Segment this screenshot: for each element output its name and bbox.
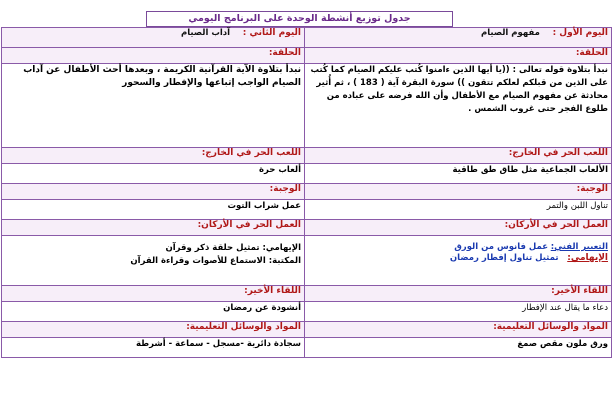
day1-meal-text: تناول اللبن والتمر [546, 201, 608, 211]
day2-topic: آداب الصيام [180, 28, 231, 38]
day2-outdoor-text-cell [2, 164, 305, 184]
page-title: جدول توزيع أنشطة الوحدة على البرنامج اليومي [146, 11, 453, 27]
day1-outdoor-label: اللعب الحر في الخارج: [508, 148, 608, 158]
day1-materials-label: المواد والوسائل التعليمية: [493, 322, 608, 332]
day1-last-meeting-label-cell [305, 286, 612, 302]
day1-circle-text-cell [305, 64, 612, 148]
day1-meal-text-cell [305, 200, 612, 220]
day2-corners-text-cell [2, 236, 305, 286]
outdoor-label-row [2, 148, 612, 164]
day2-corner-line-2: المكتبة: الاستماع للأصوات وقراءة القرآن [130, 256, 301, 266]
day1-corners-text-cell [305, 236, 612, 286]
day2-circle-text: نبدأ بتلاوة الآية القرآنية الكريمة ، وبعدها أحث الأطفال عن آداب الصيام الواجب إتباعها والإفطار والسحور [23, 65, 301, 88]
last-meeting-text-row [2, 302, 612, 322]
day2-materials-label: المواد والوسائل التعليمية: [186, 322, 301, 332]
day2-last-meeting-label: اللقاء الأخير: [244, 286, 301, 296]
day2-circle-text-cell [2, 64, 305, 148]
day1-corner-pretend-text: تمثيل تناول إفطار رمضان [449, 253, 559, 263]
day2-corner-line-1: الإيهامي: تمثيل حلقة ذكر وقرآن [165, 243, 301, 253]
day1-circle-label-cell [305, 48, 612, 64]
corners-label-row [2, 220, 612, 236]
day2-last-meeting-label-cell [2, 286, 305, 302]
last-meeting-label-row [2, 286, 612, 302]
corners-text-row [2, 236, 612, 286]
day2-corners-label: العمل الحر في الأركان: [197, 220, 301, 230]
day1-corners-label: العمل الحر في الأركان: [504, 220, 608, 230]
day2-materials-text-cell [2, 338, 305, 358]
day2-meal-label-cell [2, 184, 305, 200]
circle-text-row [2, 64, 612, 148]
day1-materials-label-cell [305, 322, 612, 338]
day1-materials-text: ورق ملون مقص صمغ [517, 339, 608, 349]
day1-corner-pretend-label: الإيهامي: [567, 253, 608, 263]
day2-circle-label: الحلقة: [268, 48, 301, 58]
day1-last-meeting-label: اللقاء الأخير: [551, 286, 608, 296]
day1-last-meeting-text-cell [305, 302, 612, 322]
day2-last-meeting-text-cell [2, 302, 305, 322]
day1-corner-art-label: التعبير الفني: [550, 242, 608, 252]
day2-outdoor-text: ألعاب حرة [258, 165, 301, 175]
day2-outdoor-label: اللعب الحر في الخارج: [201, 148, 301, 158]
day1-meal-label-cell [305, 184, 612, 200]
day2-corners-label-cell [2, 220, 305, 236]
day1-corner-art-text: عمل فانوس من الورق [454, 242, 549, 252]
day1-meal-label: الوجبة: [576, 184, 608, 194]
materials-text-row [2, 338, 612, 358]
day-heading-row [2, 28, 612, 48]
day2-meal-text-cell [2, 200, 305, 220]
outdoor-text-row [2, 164, 612, 184]
day1-corners-label-cell [305, 220, 612, 236]
day2-meal-label: الوجبة: [269, 184, 301, 194]
day1-circle-label: الحلقة: [575, 48, 608, 58]
day2-materials-text: سجادة دائرية -مسجل - سماعة - أشرطة [135, 339, 301, 349]
day1-heading-cell [305, 28, 612, 48]
circle-label-row [2, 48, 612, 64]
materials-label-row [2, 322, 612, 338]
day1-materials-text-cell [305, 338, 612, 358]
day2-circle-label-cell [2, 48, 305, 64]
day1-heading: اليوم الأول : [552, 28, 608, 38]
day1-topic: مفهوم الصيام [480, 28, 540, 38]
day1-outdoor-text-cell [305, 164, 612, 184]
day1-circle-text: نبدأ بتلاوة قوله تعالى : ((يا أيها الذين ءامنوا كُتب عليكم الصيام كما كُتب على الذين من قبلكم لعلكم تتقون )) سورة البقرة آية ( 183 ) ، ثم أُثير محادثة عن مفهوم الصيام مع الأطفال وأن الله فرضه على عباده من طلوع الفجر حتى غروب الشمس . [310, 65, 608, 114]
activity-table [1, 27, 612, 358]
meal-label-row [2, 184, 612, 200]
day1-last-meeting-text: دعاء ما يقال عند الإفطار [522, 303, 608, 313]
day2-outdoor-label-cell [2, 148, 305, 164]
day2-last-meeting-text: أنشودة عن رمضان [223, 303, 301, 313]
day1-outdoor-label-cell [305, 148, 612, 164]
day1-outdoor-text: الألعاب الجماعية مثل طاق طق طاقية [452, 165, 608, 175]
day2-meal-text: عمل شراب التوت [227, 201, 301, 211]
meal-text-row [2, 200, 612, 220]
day2-heading-cell [2, 28, 305, 48]
day2-heading: اليوم الثاني : [242, 28, 301, 38]
day2-materials-label-cell [2, 322, 305, 338]
